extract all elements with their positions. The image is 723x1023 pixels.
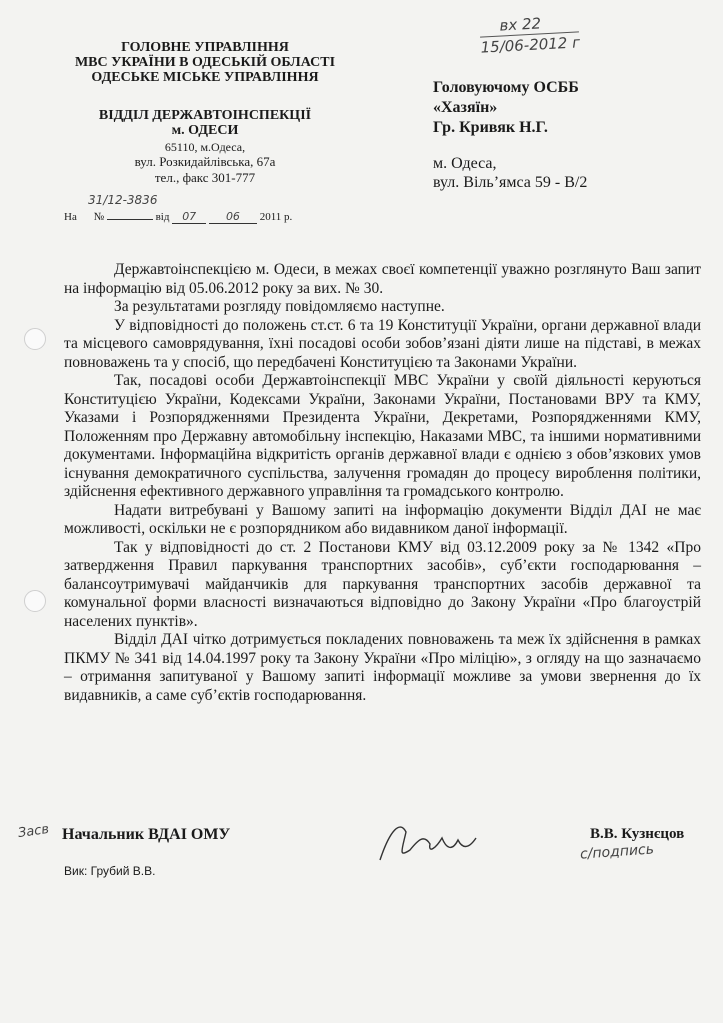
- sender-dept-block: [40, 108, 370, 138]
- body-paragraph-7: Відділ ДАІ чітко дотримується покладених повноважень та меж їх здійснення в рамках ПКМУ № 341 від 14.04.1997 року та Закону України «Про міліцію», з огляду на що зазначаємо – отримання запитуваної у Вашому запиті інформації можливе за умови звернення до їх видавників, а саме суб’єктів господарювання.: [64, 631, 701, 704]
- reference-date-month: 06: [209, 210, 257, 224]
- registration-note-line-1: вх 22: [499, 14, 542, 35]
- body-paragraph-5: Надати витребувані у Вашому запиті на інформацію документи Відділ ДАІ не має можливості, оскільки не є розпорядником або видавником даної інформації.: [64, 501, 701, 537]
- signature-scribble: [372, 810, 492, 870]
- sender-org-line-2: МВС УКРАЇНИ В ОДЕСЬКІЙ ОБЛАСТІ: [74, 55, 336, 70]
- outgoing-number-handwritten: 31/12-3836: [88, 193, 158, 207]
- body-paragraph-6: Так у відповідності до ст. 2 Постанови КМУ від 03.12.2009 року за № 1342 «Про затвердження Правил паркування транспортних засобів», суб’єкти господарювання – балансоутримувачі майданчиків для паркування транспортних засобів державної та комунальної форми власності визначаються відповідно до Закону України «Про благоустрій населених пунктів».: [64, 538, 701, 630]
- sender-address-line-3: тел., факс 301-777: [154, 170, 256, 185]
- sender-address-line-1: 65110, м.Одеса,: [164, 140, 246, 154]
- certification-note: Засв: [17, 821, 51, 842]
- signature-title: Начальник ВДАІ ОМУ: [62, 826, 231, 843]
- reference-date-day: 07: [172, 210, 206, 224]
- sender-address-line-2: вул. Розкидайлівська, 67а: [134, 154, 276, 169]
- reference-vid-label: від: [155, 211, 170, 223]
- reference-na-label: На: [64, 211, 77, 223]
- body-paragraph-1: Державтоінспекцією м. Одеси, в межах своєї компетенції уважно розглянуто Ваш запит на інформацію від 05.06.2012 року за вих. № 30.: [64, 261, 701, 297]
- letter-body: [64, 261, 701, 705]
- body-paragraph-2: За результатами розгляду повідомляємо наступне.: [114, 298, 445, 315]
- registration-note-line-2: 15/06-2012 г: [480, 33, 581, 57]
- body-paragraph-4: Так, посадові особи Державтоінспекції МВС України у своїй діяльності керуються Конституцією України, Кодексами України, Законами України, Постановами ВРУ та КМУ, Указами і Розпорядженнями Президента України, Декретами, Розпорядженнями КМУ, Положенням про Державну автомобільну інспекцію, Наказами МВС, та іншими нормативними документами. Інформаційна відкритість органів державної влади є однією з обов’язкових умов існування демократичного суспільства, залучення громадян до процесу вироблення політики, здійснення ефективного державного управління та громадського контролю.: [64, 372, 701, 500]
- recipient-address-block: [433, 154, 713, 192]
- recipient-address-line-2: вул. Віль’ямса 59 - В/2: [433, 174, 588, 191]
- reference-no-label: №: [93, 211, 105, 223]
- reference-year: 2011 р.: [259, 211, 293, 223]
- recipient-line-3: Гр. Кривяк Н.Г.: [433, 119, 548, 136]
- reference-line: [64, 210, 292, 224]
- sender-org-block: [40, 40, 370, 85]
- registration-note: [479, 11, 580, 57]
- signature-copy-note: с/подпись: [579, 841, 655, 863]
- recipient-line-2: «Хазяїн»: [433, 99, 498, 116]
- executor-line: Вик: Грубий В.В.: [64, 864, 156, 878]
- sender-org-line-3: ОДЕСЬКЕ МІСЬКЕ УПРАВЛІННЯ: [91, 70, 319, 85]
- recipient-block: [433, 78, 713, 138]
- body-paragraph-3: У відповідності до положень ст.ст. 6 та 19 Конституції України, органи державної влади та місцевого самоврядування, їхні посадові особи зобов’язані діяти лише на підставі, в межах повноважень та у спосіб, що передбачені Конституцією та Законами України.: [64, 316, 701, 371]
- sender-org-line-1: ГОЛОВНЕ УПРАВЛІННЯ: [121, 40, 289, 55]
- punch-hole-mark-top: [24, 328, 46, 350]
- punch-hole-mark-bottom: [24, 590, 46, 612]
- signatory-name: В.В. Кузнєцов: [590, 826, 685, 842]
- sender-dept-line-1: ВІДДІЛ ДЕРЖАВТОІНСПЕКЦІЇ: [98, 108, 312, 123]
- recipient-address-line-1: м. Одеса,: [433, 155, 497, 172]
- sender-address-block: [40, 140, 370, 186]
- recipient-line-1: Головуючому ОСББ: [433, 79, 579, 96]
- sender-dept-line-2: м. ОДЕСИ: [171, 123, 239, 138]
